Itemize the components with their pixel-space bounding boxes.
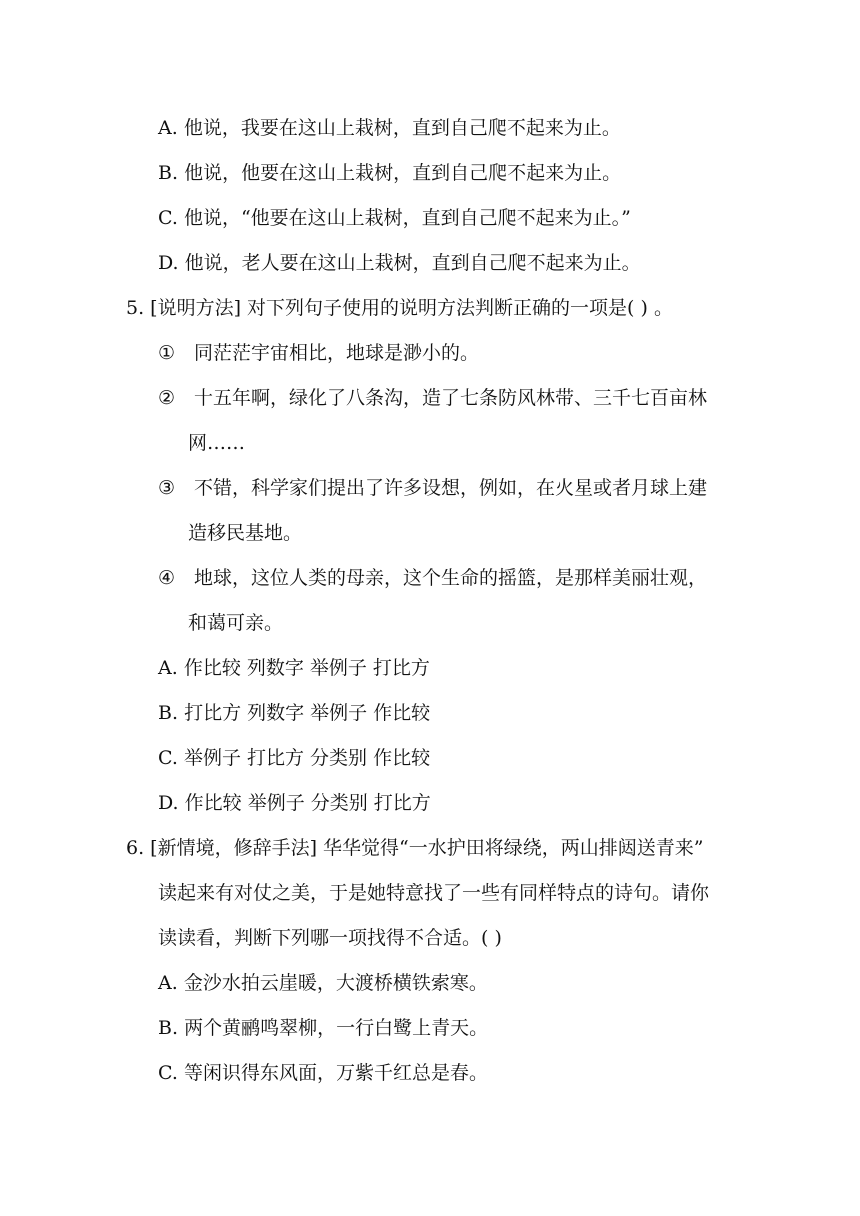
option-label: B. [158,1017,179,1039]
option-text: 作比较 列数字 举例子 打比方 [183,657,430,679]
q6-stem-line-1: 6. [新情境，修辞手法] 华华觉得“一水护田将绿绕，两山排闼送青来” [126,837,704,859]
q6-option-c [158,1061,488,1085]
q5-item-3 [158,476,707,500]
q6-option-b [158,1016,488,1040]
q5-option-d [158,791,431,815]
option-label: D. [158,792,179,814]
option-label: A. [158,972,178,994]
option-text: 举例子 打比方 分类别 作比较 [183,747,431,769]
item-text: 同茫茫宇宙相比，地球是渺小的。 [194,342,480,364]
option-label: A. [158,117,178,139]
q5-item-3-continued: 造移民基地。 [188,522,303,544]
option-label: C. [158,747,178,769]
option-text: 两个黄鹂鸣翠柳，一行白鹭上青天。 [184,1017,489,1039]
q4-option-b [158,161,621,185]
q5-option-c [158,746,430,770]
option-text: 他说，他要在这山上栽树，直到自己爬不起来为止。 [184,162,622,184]
q4-option-d [158,251,641,275]
option-label: B. [158,162,179,184]
q4-option-c [158,206,631,230]
q5-item-2 [158,386,707,410]
option-label: C. [158,1062,178,1084]
item-text: 不错，科学家们提出了许多设想，例如，在火星或者月球上建 [194,477,708,499]
q5-item-4 [158,566,707,590]
option-label: D. [158,252,179,274]
option-label: A. [158,657,178,679]
item-number: ④ [158,567,176,589]
q4-option-a [158,116,621,140]
item-text: 十五年啊，绿化了八条沟，造了七条防风林带、三千七百亩林 [194,387,708,409]
q5-option-a [158,656,430,680]
item-number: ① [158,342,176,364]
option-text: 金沙水拍云崖暖，大渡桥横铁索寒。 [183,972,488,994]
q6-stem-line-3: 读读看，判断下列哪一项找得不合适。( ) [158,927,502,949]
q5-item-2-continued: 网…… [188,432,246,454]
q5-option-b [158,701,430,725]
option-text: 他说，“他要在这山上栽树，直到自己爬不起来为止。” [183,207,631,229]
q5-item-4-continued: 和蔼可亲。 [188,612,284,634]
option-text: 作比较 举例子 分类别 打比方 [184,792,431,814]
option-label: B. [158,702,179,724]
option-label: C. [158,207,178,229]
item-number: ③ [158,477,176,499]
option-text: 等闲识得东风面，万紫千红总是春。 [183,1062,488,1084]
option-text: 他说，老人要在这山上栽树，直到自己爬不起来为止。 [184,252,641,274]
option-text: 打比方 列数字 举例子 作比较 [184,702,431,724]
q5-stem: 5. [说明方法] 对下列句子使用的说明方法判断正确的一项是( ) 。 [126,297,673,319]
q6-option-a [158,971,488,995]
item-text: 地球，这位人类的母亲，这个生命的摇篮，是那样美丽壮观， [194,567,708,589]
q6-stem-line-2: 读起来有对仗之美，于是她特意找了一些有同样特点的诗句。请你 [158,882,710,904]
item-number: ② [158,387,176,409]
q5-item-1 [158,341,479,365]
option-text: 他说，我要在这山上栽树，直到自己爬不起来为止。 [183,117,621,139]
